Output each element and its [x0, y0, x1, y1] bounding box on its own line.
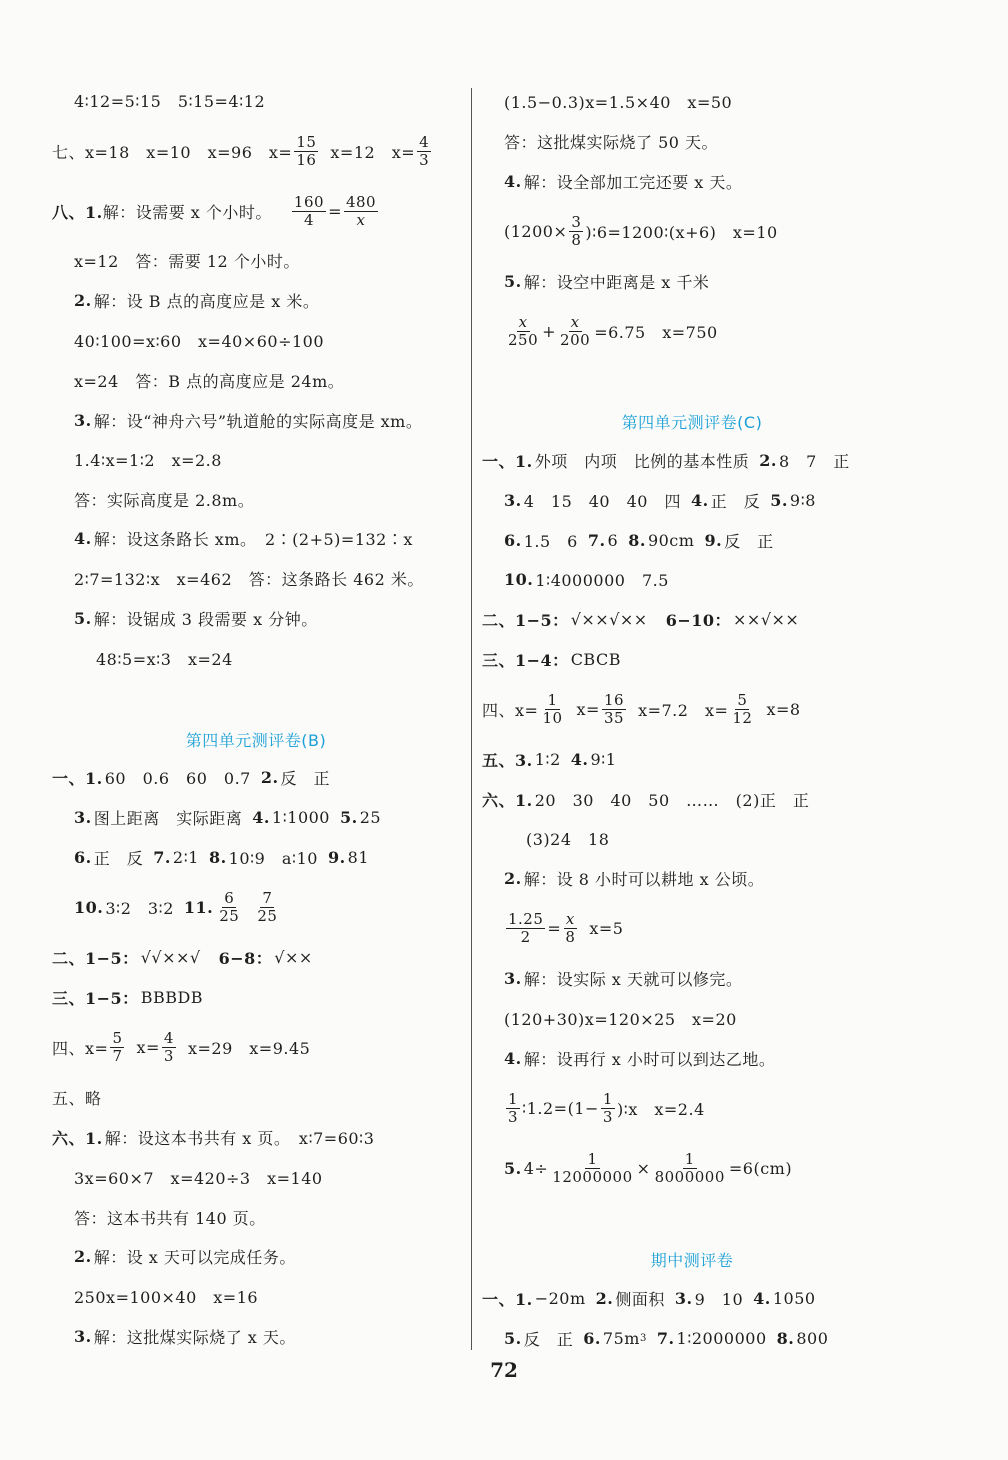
- section-title-c: 第四单元测评卷(C): [621, 413, 763, 432]
- answer-line: 答：这本书共有 140 页。: [74, 1208, 266, 1228]
- section-title-midterm: 期中测评卷: [650, 1251, 734, 1270]
- fraction: $\frac{1}{3}$: [508, 1089, 519, 1126]
- page-number: 72: [490, 1358, 518, 1382]
- fraction: $\frac{480}{x}$: [345, 192, 377, 229]
- answer-line: 10. 1∶4000000 7.5: [504, 569, 669, 590]
- answer-line: (120+30)x=120×25 x=20: [504, 1009, 737, 1029]
- answer-line: $\frac{1.25}{2}$ = $\frac{x}{8}$ x=5: [508, 909, 624, 946]
- answer-line: 五、略: [52, 1088, 102, 1108]
- fraction: $\frac{1}{12000000}$: [552, 1149, 633, 1186]
- answer-line: 48∶5=x∶3 x=24: [96, 649, 233, 669]
- section-title-b: 第四单元测评卷(B): [185, 731, 327, 750]
- fraction: $\frac{15}{16}$: [296, 132, 317, 169]
- fraction: $\frac{16}{35}$: [603, 690, 625, 727]
- answer-line: 五、3. 1∶2 4. 9∶1: [482, 749, 617, 770]
- fraction: $\frac{1}{8000000}$: [654, 1149, 725, 1186]
- answer-line: 二、1−5： √××√×× 6−10： ××√××: [482, 609, 800, 630]
- answer-line: 六、1. 20 30 40 50 …… (2)正 正: [482, 790, 810, 810]
- answer-line: 七、x=18 x=10 x=96 x= $\frac{15}{16}$ x=12 x= $\frac{4}{3}$: [52, 132, 430, 169]
- fraction: $\frac{7}{25}$: [257, 888, 278, 925]
- answer-line: 二、1−5： √√××√ 6−8： √××: [52, 947, 313, 968]
- answer-line: 3. 解：设“神舟六号”轨道舱的实际高度是 xm。: [74, 410, 423, 431]
- fraction: $\frac{x}{250}$: [508, 312, 539, 349]
- fraction: $\frac{160}{4}$: [293, 192, 325, 229]
- answer-line: 2. 解：设 8 小时可以耕地 x 公顷。: [504, 868, 765, 889]
- column-divider: [471, 88, 472, 1350]
- answer-line: 3. 解：这批煤实际烧了 x 天。: [74, 1326, 296, 1347]
- answer-line: 3. 4 15 40 40 四 4. 正 反 5. 9∶8: [504, 490, 816, 511]
- answer-line: 一、1. 外项 内项 比例的基本性质 2. 8 7 正: [482, 450, 850, 471]
- answer-line: $\frac{1}{3}$ ∶1.2=(1− $\frac{1}{3}$ )∶x x=2.4: [508, 1089, 705, 1126]
- answer-line: 6. 1.5 6 7. 6 8. 90cm 9. 反 正: [504, 530, 774, 551]
- answer-line: (3)24 18: [526, 829, 610, 849]
- answer-line: 4. 解：设全部加工完还要 x 天。: [504, 171, 743, 192]
- answer-line: x=12 答：需要 12 个小时。: [74, 251, 300, 271]
- fraction: $\frac{3}{8}$: [571, 212, 582, 249]
- answer-line: 三、1−4： CBCB: [482, 649, 621, 670]
- fraction: $\frac{4}{3}$: [419, 132, 430, 169]
- answer-line: 三、1−5： BBBDB: [52, 987, 204, 1008]
- answer-line: 3. 解：设实际 x 天就可以修完。: [504, 968, 743, 989]
- answer-line: 10. 3∶2 3∶2 11. $\frac{6}{25}$ $\frac{7}{25}$: [74, 888, 278, 925]
- answer-line: 5. 解：设锯成 3 段需要 x 分钟。: [74, 608, 318, 629]
- fraction: $\frac{5}{12}$: [732, 690, 753, 727]
- fraction: $\frac{1.25}{2}$: [508, 909, 544, 946]
- answer-line: 答：实际高度是 2.8m。: [74, 490, 255, 510]
- answer-line: 一、1. 60 0.6 60 0.7 2. 反 正: [52, 767, 331, 788]
- answer-line: 1.4∶x=1∶2 x=2.8: [74, 450, 222, 470]
- answer-line: 八、1. 解：设需要 x 个小时。 $\frac{160}{4}$ = $\frac{480}{x}$: [52, 192, 377, 229]
- answer-line: 4∶12=5∶15 5∶15=4∶12: [74, 91, 266, 111]
- answer-line: 5. 4÷ $\frac{1}{12000000}$ × $\frac{1}{8000000}$ =6(cm): [504, 1149, 793, 1186]
- fraction: $\frac{4}{3}$: [163, 1028, 174, 1065]
- answer-line: 4. 解：设再行 x 小时可以到达乙地。: [504, 1048, 776, 1069]
- answer-line: 40∶100=x∶60 x=40×60÷100: [74, 331, 325, 351]
- answer-line: 4. 解：设这条路长 xm。 2∶(2+5)=132∶x: [74, 528, 413, 549]
- answer-line: $\frac{x}{250}$ + $\frac{x}{200}$ =6.75 x=750: [508, 312, 718, 349]
- answer-line: 3x=60×7 x=420÷3 x=140: [74, 1168, 323, 1188]
- answer-line: 2∶7=132∶x x=462 答：这条路长 462 米。: [74, 569, 424, 589]
- answer-line: 六、1. 解：设这本书共有 x 页。 x∶7=60∶3: [52, 1128, 375, 1148]
- answer-line: 2. 解：设 B 点的高度应是 x 米。: [74, 290, 320, 311]
- answer-line: 四、x= $\frac{5}{7}$ x= $\frac{4}{3}$ x=29 x=9.45: [52, 1028, 311, 1065]
- answer-line: 答：这批煤实际烧了 50 天。: [504, 132, 719, 152]
- answer-line: x=24 答：B 点的高度应是 24m。: [74, 371, 345, 391]
- answer-line: 250x=100×40 x=16: [74, 1287, 259, 1307]
- answer-line: 2. 解：设 x 天可以完成任务。: [74, 1246, 296, 1267]
- fraction: $\frac{x}{8}$: [565, 909, 576, 946]
- fraction: $\frac{6}{25}$: [219, 888, 240, 925]
- answer-line: 5. 解：设空中距离是 x 千米: [504, 271, 710, 292]
- answer-line: 6. 正 反 7. 2∶1 8. 10∶9 a∶10 9. 81: [74, 847, 369, 868]
- fraction: $\frac{5}{7}$: [112, 1028, 123, 1065]
- fraction: $\frac{x}{200}$: [560, 312, 591, 349]
- answer-line: 3. 图上距离 实际距离 4. 1∶1000 5. 25: [74, 807, 382, 828]
- answer-line: 四、x= $\frac{1}{10}$ x= $\frac{16}{35}$ x=7.2 x= $\frac{5}{12}$ x=8: [482, 690, 801, 727]
- fraction: $\frac{1}{10}$: [542, 690, 563, 727]
- fraction: $\frac{1}{3}$: [602, 1089, 613, 1126]
- answer-line: 一、1. −20m 2. 侧面积 3. 9 10 4. 1050: [482, 1288, 816, 1309]
- answer-line: (1.5−0.3)x=1.5×40 x=50: [504, 92, 733, 112]
- answer-line: 5. 反 正 6. 75m 3 7. 1∶2000000 8. 800: [504, 1328, 829, 1349]
- answer-line: (1200× $\frac{3}{8}$ )∶6=1200∶(x+6) x=10: [504, 212, 778, 249]
